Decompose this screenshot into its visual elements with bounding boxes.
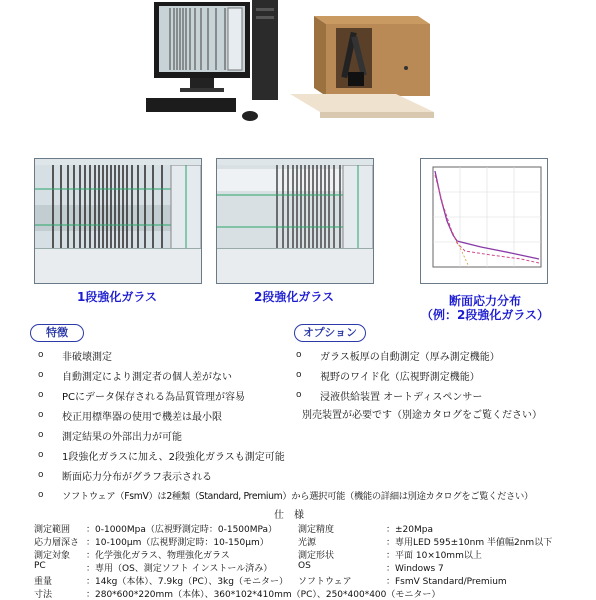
spec-value: ：化学強化ガラス、物理強化ガラス [86, 551, 230, 561]
feature-item: ソフトウェア（FsmV）は2種類（Standard, Premium）から選択可能（機能の詳細は別途カタログをご覧ください） [62, 491, 533, 502]
spec-label: 測定範囲 [34, 525, 71, 535]
spec-value: ：10-100μm（広視野測定時：10-150μm） [86, 538, 269, 548]
spec-value: ：280*600*220mm（本体）、360*102*410mm（PC）、250*400*400（モニター） [86, 590, 441, 600]
spec-label: 測定形状 [298, 551, 335, 561]
options-heading: オプション [294, 324, 366, 342]
spec-value: ：Windows 7 [386, 564, 444, 574]
feature-item: 自動測定により測定者の個人差がない [62, 372, 232, 383]
feature-item: 1段強化ガラスに加え、2段強化ガラスも測定可能 [62, 452, 285, 463]
bullet: o [38, 430, 44, 440]
feature-item: 非破壊測定 [62, 352, 112, 363]
pc-photo [140, 0, 280, 122]
spec-value: ：平面 10×10mm以上 [386, 551, 482, 561]
bullet: o [38, 450, 44, 460]
spec-label: 測定精度 [298, 525, 335, 535]
bullet: o [38, 350, 44, 360]
spec-label: 寸法 [34, 590, 53, 600]
features-heading: 特徴 [30, 324, 84, 342]
spec-label: 応力層深さ [34, 538, 80, 548]
spec-label: ソフトウェア [298, 577, 352, 587]
spec-value: ：14kg（本体）、7.9kg（PC）、3kg（モニター） [86, 577, 288, 587]
spec-value: ：±20Mpa [386, 525, 433, 535]
bullet: o [38, 490, 44, 500]
feature-item: 校正用標準器の使用で機差は最小限 [62, 412, 222, 423]
spec-value: ：専用LED 595±10nm 半値幅2nm以下 [386, 538, 553, 548]
option-item: 視野のワイド化（広視野測定機能） [320, 372, 480, 383]
pc-illustration [140, 0, 280, 122]
caption-shot-2: 2段強化ガラス [254, 290, 334, 304]
option-item: 浸液供給装置 オートディスペンサー [320, 392, 483, 403]
spec-value: ：FsmV Standard/Premium [386, 577, 507, 587]
option-item: ガラス板厚の自動測定（厚み測定機能） [320, 352, 500, 363]
bullet: o [38, 410, 44, 420]
feature-item: 断面応力分布がグラフ表示される [62, 472, 212, 483]
spec-title: 仕 様 [274, 510, 304, 521]
spec-label: 光源 [298, 538, 317, 548]
bullet: o [38, 390, 44, 400]
spec-label: PC [34, 561, 46, 571]
control-panel-2 [217, 248, 373, 283]
caption-graph-line-1: 断面応力分布 [448, 294, 521, 308]
spec-value: ：0-1000Mpa（広視野測定時：0-1500MPa） [86, 525, 278, 535]
caption-shot-1: 1段強化ガラス [77, 290, 157, 304]
option-note: 別売装置が必要です（別途カタログをご覧ください） [302, 410, 542, 421]
instrument-illustration [290, 8, 434, 120]
screenshot-2-stage-glass [216, 158, 374, 284]
instrument-photo [290, 8, 434, 120]
caption-graph-line-2: （例：2段強化ガラス） [421, 308, 549, 322]
screenshot-1-stage-glass [34, 158, 202, 284]
spec-label: 測定対象 [34, 551, 71, 561]
bullet: o [38, 470, 44, 480]
stress-graph-plot [421, 159, 547, 283]
feature-item: 測定結果の外部出力が可能 [62, 432, 182, 443]
bullet: o [296, 390, 302, 400]
feature-item: PCにデータ保存される為品質管理が容易 [62, 392, 246, 403]
bullet: o [296, 350, 302, 360]
bullet: o [296, 370, 302, 380]
control-panel [35, 248, 201, 283]
spec-label: 重量 [34, 577, 53, 587]
bullet: o [38, 370, 44, 380]
spec-value: ：専用（OS、測定ソフト インストール済み） [86, 564, 273, 574]
stress-distribution-graph [420, 158, 548, 284]
spec-label: OS [298, 561, 311, 571]
